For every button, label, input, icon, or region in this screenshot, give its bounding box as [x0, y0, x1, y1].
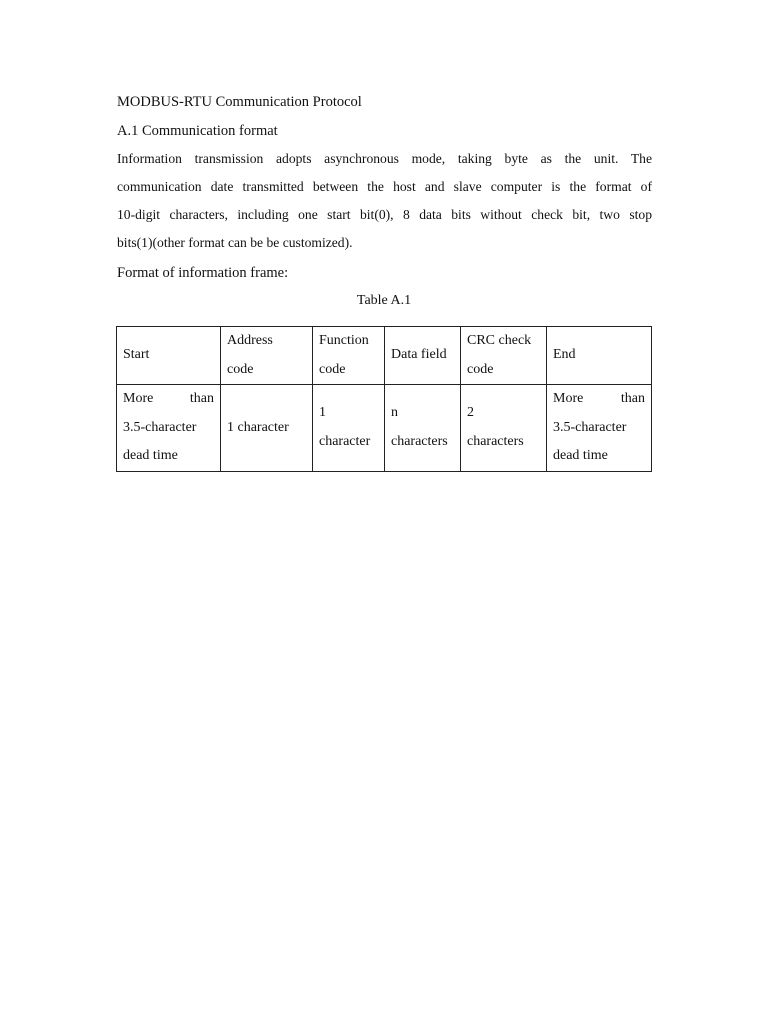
header-data-field: Data field — [385, 327, 461, 385]
header-address-code: Address code — [221, 327, 313, 385]
paragraph-line: 10-digit characters, including one start bit(0), 8 data bits without check bit, two stop — [117, 207, 652, 222]
cell-crc: 2 characters — [461, 385, 547, 472]
header-crc-check-code: CRC check code — [461, 327, 547, 385]
header-function-code: Function code — [313, 327, 385, 385]
cell-data: n characters — [385, 385, 461, 472]
document-title: MODBUS-RTU Communication Protocol — [117, 94, 362, 110]
body-paragraph — [117, 145, 652, 257]
section-heading: A.1 Communication format — [117, 123, 278, 139]
paragraph-line: Information transmission adopts asynchronous mode, taking byte as the unit. The — [117, 151, 652, 166]
table-caption: Table A.1 — [356, 293, 412, 308]
cell-address: 1 character — [221, 385, 313, 472]
cell-end: More than 3.5-character dead time — [547, 385, 652, 472]
table-header-row — [117, 327, 652, 385]
table-row — [117, 385, 652, 472]
information-frame-table — [116, 326, 652, 472]
paragraph-line: communication date transmitted between the host and slave computer is the format of — [117, 179, 652, 194]
header-end: End — [547, 327, 652, 385]
paragraph-line: bits(1)(other format can be be customized). — [117, 235, 353, 250]
frame-label: Format of information frame: — [117, 265, 289, 281]
cell-start: More than 3.5-character dead time — [117, 385, 221, 472]
cell-function: 1 character — [313, 385, 385, 472]
header-start: Start — [117, 327, 221, 385]
